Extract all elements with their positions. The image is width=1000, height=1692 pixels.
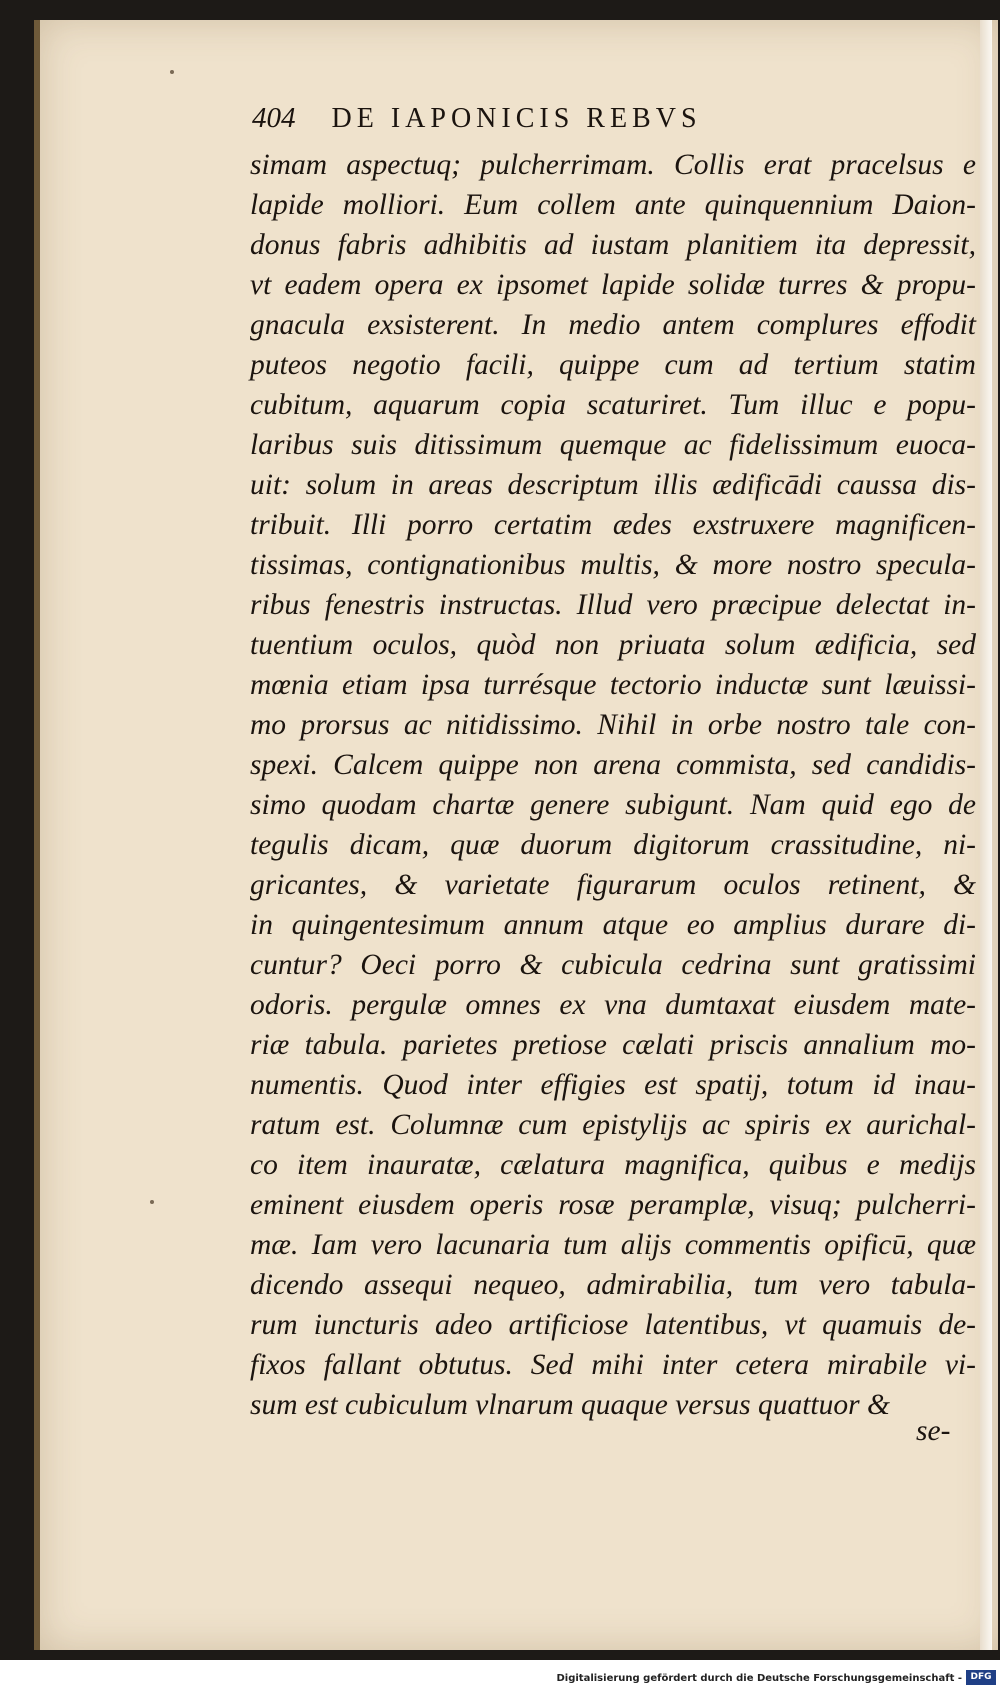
text-line: dicendo assequi nequeo, admirabilia, tum vero tabula- [250, 1269, 976, 1301]
catchword: se- [916, 1415, 951, 1447]
paper-spot [170, 70, 174, 74]
text-line: donus fabris adhibitis ad iustam planitiem ita depressit, [250, 229, 976, 261]
text-line: ribus fenestris instructas. Illud vero præcipue delectat in- [250, 589, 976, 621]
dfg-logo: DFG [966, 1670, 996, 1685]
text-line: in quingentesimum annum atque eo amplius durare di- [250, 909, 976, 941]
text-line: puteos negotio facili, quippe cum ad tertium statim [250, 349, 976, 381]
text-line: simo quodam chartæ genere subigunt. Nam quid ego de [250, 789, 976, 821]
page-edge [980, 20, 992, 1650]
text-line: tegulis dicam, quæ duorum digitorum crassitudine, ni- [250, 829, 976, 861]
text-line: tribuit. Illi porro certatim ædes exstruxere magnificen- [250, 509, 976, 541]
text-line: mo prorsus ac nitidissimo. Nihil in orbe nostro tale con- [250, 709, 976, 741]
text-line: rum iuncturis adeo artificiose latentibus, vt quamuis de- [250, 1309, 976, 1341]
text-line: gricantes, & varietate figurarum oculos retinent, & [250, 869, 976, 901]
text-line: mœnia etiam ipsa turrésque tectorio inductæ sunt læuissi- [250, 669, 976, 701]
text-line: cubitum, aquarum copia scaturiret. Tum illuc e popu- [250, 389, 976, 421]
page-number: 404 [252, 102, 296, 134]
digitization-credit: Digitalisierung gefördert durch die Deutsche Forschungsgemeinschaft - [556, 1673, 962, 1684]
text-line: sum est cubiculum vlnarum quaque versus quattuor & [250, 1389, 890, 1421]
text-line: numentis. Quod inter effigies est spatij, totum id inau- [250, 1069, 976, 1101]
text-line: odoris. pergulæ omnes ex vna dumtaxat eiusdem mate- [250, 989, 976, 1021]
paper-spot [150, 1200, 154, 1204]
text-line: ratum est. Columnæ cum epistylijs ac spiris ex aurichal- [250, 1109, 976, 1141]
text-line: vt eadem opera ex ipsomet lapide solidæ turres & propu- [250, 269, 976, 301]
text-line: spexi. Calcem quippe non arena commista, sed candidis- [250, 749, 976, 781]
text-line: riæ tabula. parietes pretiose cælati priscis annalium mo- [250, 1029, 976, 1061]
body-text [250, 145, 976, 1425]
text-line: fixos fallant obtutus. Sed mihi inter cetera mirabile vi- [250, 1349, 976, 1381]
text-line: lapide molliori. Eum collem ante quinquennium Daion- [250, 189, 976, 221]
text-line: co item inauratæ, cælatura magnifica, quibus e medijs [250, 1149, 976, 1181]
running-header [252, 102, 862, 142]
running-title: DE IAPONICIS REBVS [331, 103, 702, 134]
text-line: eminent eiusdem operis rosæ peramplæ, visuq; pulcherri- [250, 1189, 976, 1221]
text-line: simam aspectuq; pulcherrimam. Collis erat pracelsus e [250, 149, 976, 181]
text-line: mæ. Iam vero lacunaria tum alijs commentis opificū, quæ [250, 1229, 976, 1261]
text-line: laribus suis ditissimum quemque ac fidelissimum euoca- [250, 429, 976, 461]
text-line: tuentium oculos, quòd non priuata solum ædificia, sed [250, 629, 976, 661]
text-line: tissimas, contignationibus multis, & more nostro specula- [250, 549, 976, 581]
text-line: uit: solum in areas descriptum illis ædificādi caussa dis- [250, 469, 976, 501]
text-line: cuntur? Oeci porro & cubicula cedrina sunt gratissimi [250, 949, 976, 981]
text-line: gnacula exsisterent. In medio antem complures effodit [250, 309, 976, 341]
